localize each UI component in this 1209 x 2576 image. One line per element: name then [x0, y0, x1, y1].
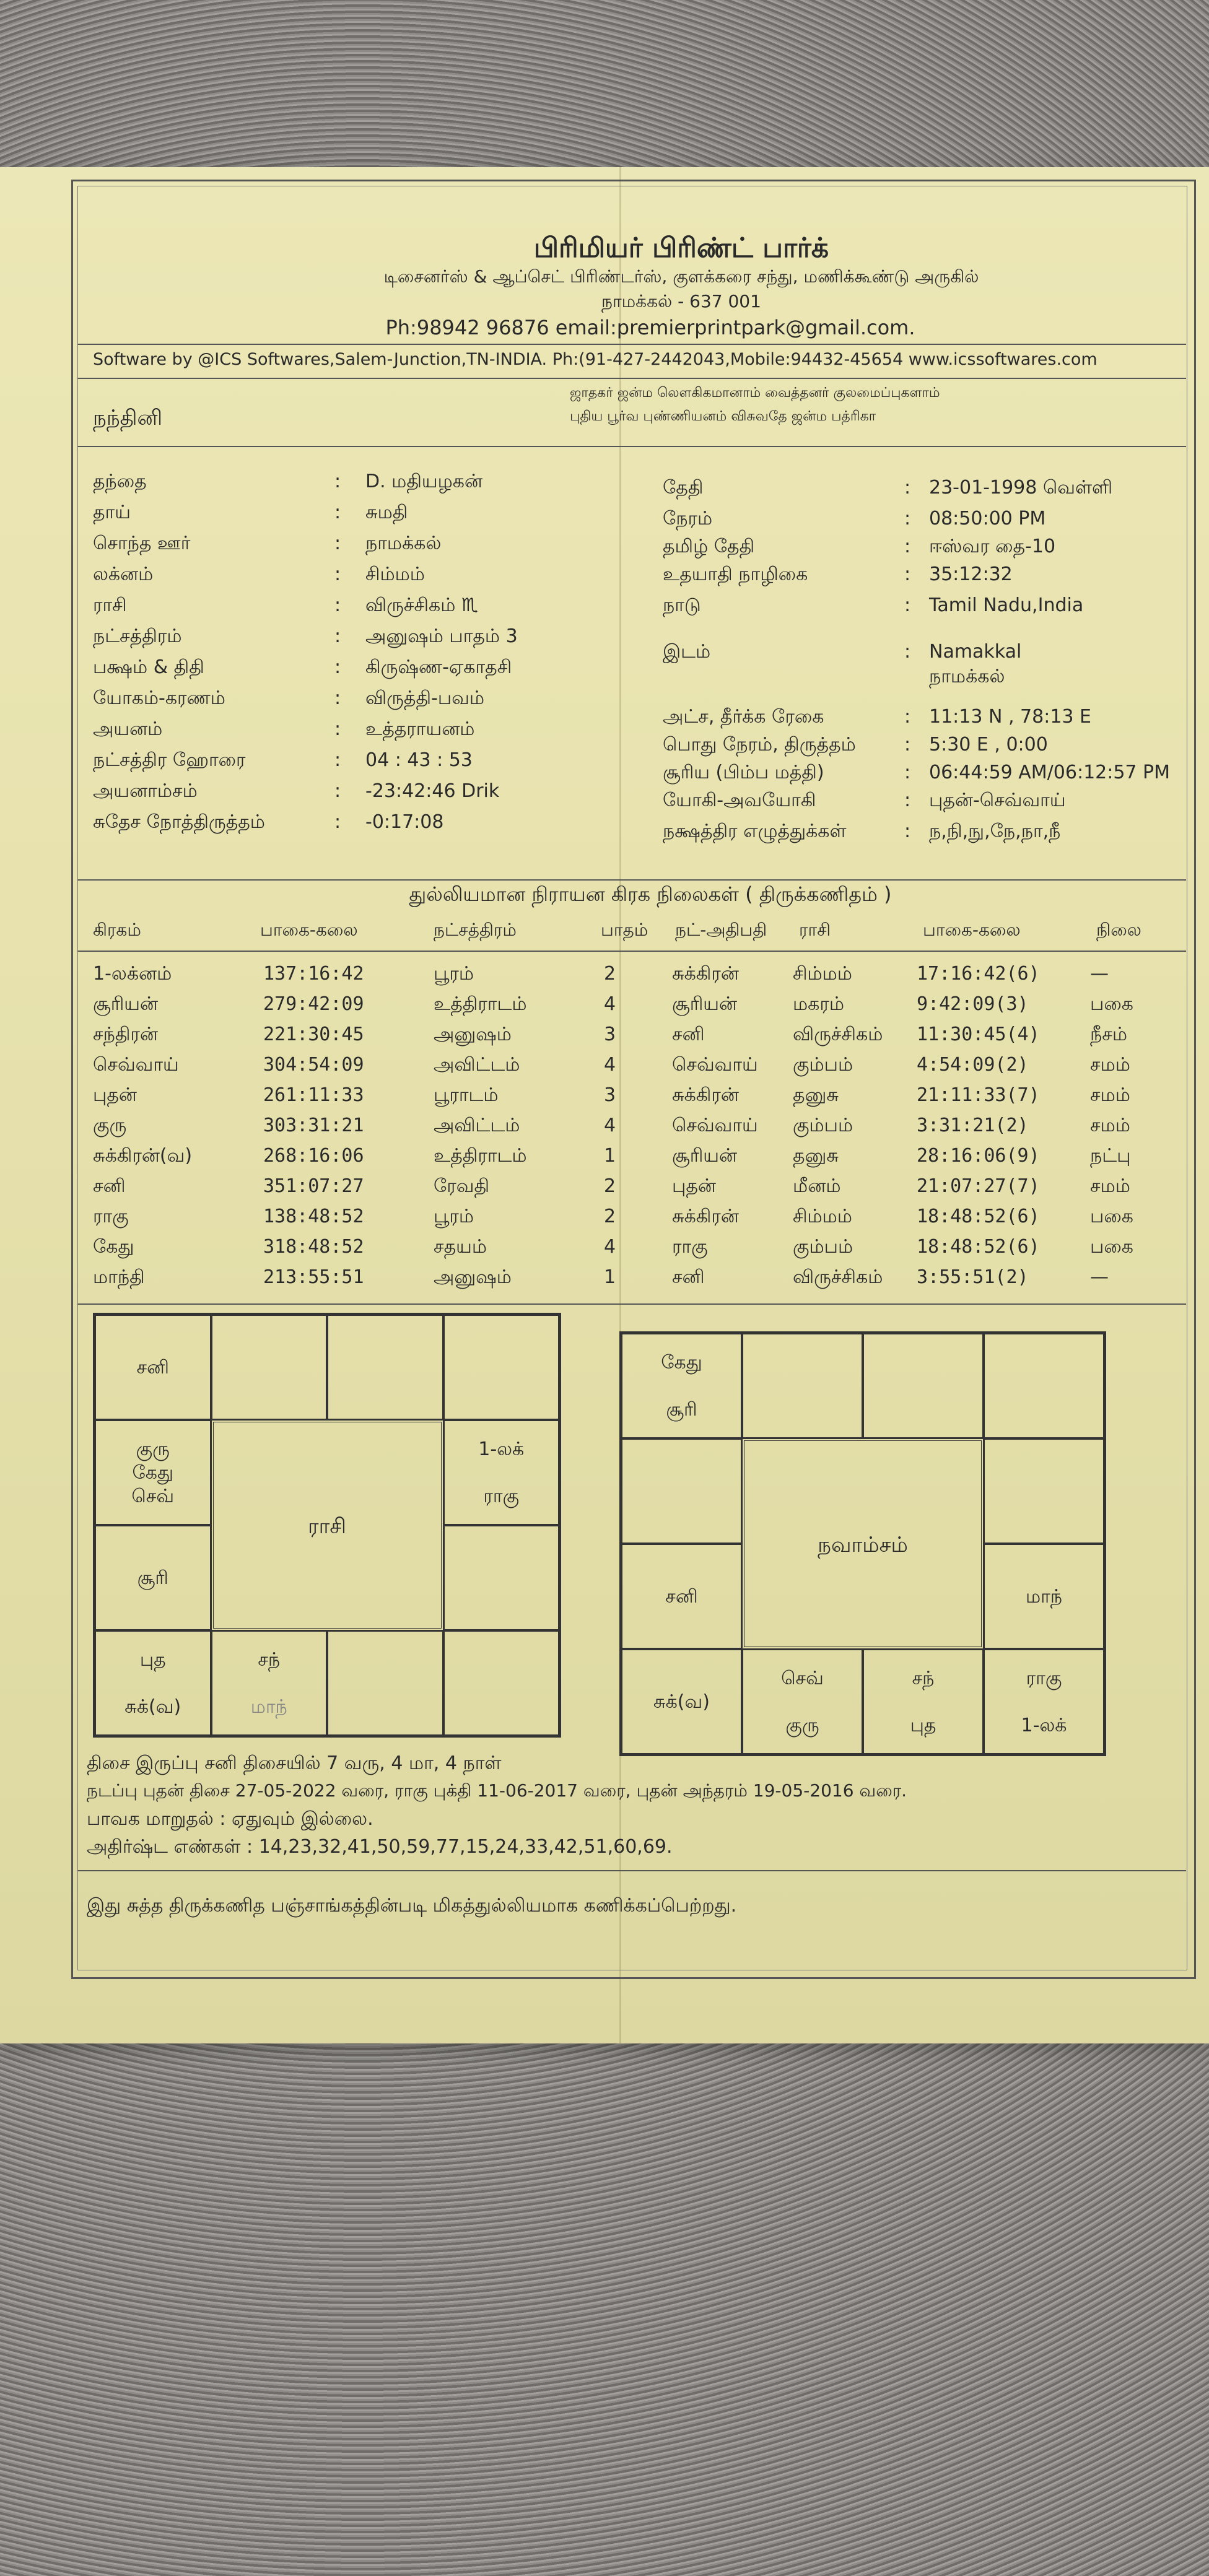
table-cell: 4	[604, 1236, 616, 1258]
software-divider	[77, 378, 1186, 379]
detail-label: நாடு	[663, 594, 701, 616]
chart-cell	[95, 1630, 211, 1736]
detail-label: நட்சத்திரம்	[93, 625, 182, 647]
detail-colon: :	[334, 718, 341, 740]
navamsa-chart	[619, 1331, 1106, 1756]
table-cell: சமம்	[1090, 1115, 1130, 1136]
table-cell: பகை	[1090, 1206, 1133, 1227]
detail-colon: :	[334, 625, 341, 647]
table-cell: பகை	[1090, 993, 1133, 1015]
column-header: கிரகம்	[93, 920, 141, 940]
table-cell: சூரியன்	[672, 993, 738, 1015]
table-cell: தனுசு	[793, 1084, 839, 1106]
column-header: நிலை	[1096, 920, 1141, 940]
detail-colon: :	[904, 564, 911, 585]
chart-cell-text: சூரி	[137, 1567, 168, 1589]
table-cell: சுக்கிரன்	[672, 1206, 739, 1227]
table-cell: விருச்சிகம்	[793, 1024, 883, 1045]
chart-cell	[742, 1333, 863, 1438]
chart-cell	[984, 1438, 1104, 1544]
table-cell: அவிட்டம்	[434, 1054, 520, 1076]
detail-label: நட்சத்திர ஹோரை	[93, 749, 246, 771]
shop-city: நாமக்கல் - 637 001	[601, 291, 761, 311]
table-cell: மகரம்	[793, 993, 844, 1015]
shop-name: பிரிமியர் பிரிண்ட் பார்க்	[533, 232, 829, 264]
column-header: ராசி	[799, 920, 831, 940]
chart-cell-text: ராகு	[483, 1486, 520, 1507]
column-header: நட்சத்திரம்	[434, 920, 517, 940]
table-cell: 351:07:27	[263, 1175, 364, 1197]
chart-cell	[863, 1333, 984, 1438]
table-cell: 303:31:21	[263, 1115, 364, 1136]
chart-cell	[621, 1438, 742, 1544]
table-cell: சூரியன்	[672, 1145, 738, 1167]
detail-label: யோகம்-கரணம்	[93, 687, 225, 709]
detail-value: -0:17:08	[365, 811, 444, 833]
table-header-rule	[77, 951, 1186, 952]
table-cell: சுக்கிரன்	[672, 963, 739, 985]
detail-label: தமிழ் தேதி	[663, 536, 755, 557]
detail-colon: :	[334, 687, 341, 709]
chart-cell	[621, 1333, 742, 1438]
chart-cell-text: குரு	[136, 1438, 170, 1460]
detail-label: உதயாதி நாழிகை	[663, 564, 808, 585]
detail-colon: :	[334, 564, 341, 585]
horoscope-sheet	[0, 167, 1209, 2043]
header-divider	[77, 344, 1186, 345]
detail-value: 5:30 E , 0:00	[929, 734, 1048, 755]
table-cell: பகை	[1090, 1236, 1133, 1258]
shop-contact: Ph:98942 96876 email:premierprintpark@gmail.com.	[385, 316, 915, 339]
table-cell: 3	[604, 1024, 616, 1045]
detail-label: லக்னம்	[93, 564, 154, 585]
detail-value: ஈஸ்வர தை-10	[929, 536, 1056, 557]
detail-label: நேரம்	[663, 508, 713, 529]
column-header: பாகை-கலை	[260, 920, 358, 940]
detail-colon: :	[334, 749, 341, 771]
table-cell: 4	[604, 1115, 616, 1136]
table-cell: பூரம்	[434, 1206, 474, 1227]
detail-colon: :	[334, 471, 341, 492]
detail-value: ந,நி,நு,நே,நா,நீ	[929, 820, 1061, 842]
chart-cell-text: செவ்	[131, 1486, 175, 1507]
detail-value: உத்தராயனம்	[365, 718, 475, 740]
detail-value: D. மதியழகன்	[365, 471, 483, 492]
name-divider	[77, 446, 1186, 447]
chart-cell	[95, 1315, 211, 1420]
table-cell: மாந்தி	[93, 1266, 145, 1288]
column-header: பாதம்	[601, 920, 648, 940]
detail-colon: :	[334, 594, 341, 616]
table-cell: கும்பம்	[793, 1115, 853, 1136]
table-cell: 18:48:52(6)	[917, 1206, 1040, 1227]
detail-label: தந்தை	[93, 471, 147, 492]
table-cell: அனுஷம்	[434, 1266, 512, 1288]
table-cell: 137:16:42	[263, 963, 364, 985]
detail-colon: :	[904, 734, 911, 755]
detail-colon: :	[334, 811, 341, 833]
planet-table-title: துல்லியமான நிராயன கிரக நிலைகள் ( திருக்கணிதம் )	[409, 882, 892, 906]
bhava-change: பாவக மாறுதல் : ஏதுவும் இல்லை.	[87, 1808, 373, 1830]
chart-center	[211, 1420, 443, 1630]
detail-label: ராசி	[93, 594, 127, 616]
detail-value: அனுஷம் பாதம் 3	[365, 625, 518, 647]
table-cell: அவிட்டம்	[434, 1115, 520, 1136]
chart-cell	[443, 1420, 560, 1525]
detail-label: சுதேச நோத்திருத்தம்	[93, 811, 265, 833]
chart-title: நவாம்சம்	[818, 1533, 908, 1557]
table-cell: 4	[604, 993, 616, 1015]
table-cell: 1-லக்னம்	[93, 963, 172, 985]
detail-label: இடம்	[663, 641, 711, 663]
table-cell: 3:55:51(2)	[917, 1266, 1029, 1288]
detail-colon: :	[904, 508, 911, 529]
table-cell: 4	[604, 1054, 616, 1076]
table-cell: 2	[604, 1206, 616, 1227]
table-cell: ராகு	[93, 1206, 129, 1227]
detail-value: சுமதி	[365, 502, 408, 523]
detail-value: 35:12:32	[929, 564, 1013, 585]
detail-value: -23:42:46 Drik	[365, 780, 500, 802]
table-cell: உத்திராடம்	[434, 1145, 527, 1167]
current-dasa: நடப்பு புதன் திசை 27-05-2022 வரை, ராகு புக்தி 11-06-2017 வரை, புதன் அந்தரம் 19-05-2016 வரை.	[87, 1780, 907, 1801]
accuracy-note: இது சுத்த திருக்கணித பஞ்சாங்கத்தின்படி மிகத்துல்லியமாக கணிக்கப்பெற்றது.	[87, 1895, 737, 1917]
detail-label: தேதி	[663, 477, 704, 498]
table-top-rule	[77, 879, 1186, 881]
table-cell: ரேவதி	[434, 1175, 490, 1197]
chart-cell-text: மாந்	[250, 1696, 287, 1718]
table-cell: 21:11:33(7)	[917, 1084, 1040, 1106]
table-cell: மீனம்	[793, 1175, 841, 1197]
table-cell: சனி	[672, 1024, 705, 1045]
detail-value: நாமக்கல்	[365, 533, 442, 554]
table-cell: நீசம்	[1090, 1024, 1127, 1045]
chart-cell-text: கேது	[132, 1462, 173, 1484]
chart-cell-text: சுக்(வ)	[124, 1696, 181, 1718]
detail-label: அயனம்	[93, 718, 163, 740]
table-cell: 21:07:27(7)	[917, 1175, 1040, 1197]
table-cell: சனி	[672, 1266, 705, 1288]
column-header: பாகை-கலை	[923, 920, 1021, 940]
table-cell: 279:42:09	[263, 993, 364, 1015]
chart-cell	[984, 1544, 1104, 1649]
table-cell: 138:48:52	[263, 1206, 364, 1227]
detail-value: 04 : 43 : 53	[365, 749, 473, 771]
table-cell: சிம்மம்	[793, 1206, 852, 1227]
detail-colon: :	[904, 594, 911, 616]
chart-cell-text: செவ்	[781, 1668, 824, 1689]
table-cell: 221:30:45	[263, 1024, 364, 1045]
table-cell: கும்பம்	[793, 1054, 853, 1076]
footer-divider	[77, 1870, 1186, 1871]
table-cell: 213:55:51	[263, 1266, 364, 1288]
table-cell: சுக்கிரன்(வ)	[93, 1145, 193, 1167]
chart-cell	[443, 1315, 560, 1420]
column-header: நட்-அதிபதி	[675, 920, 767, 940]
chart-cell-text: சனி	[136, 1357, 169, 1378]
quote-line-1: ஜாதகர் ஜன்ம லௌகிகமானாம் வைத்தனர் குலமைப்புகளாம்	[570, 385, 940, 401]
detail-label: நக்ஷத்திர எழுத்துக்கள்	[663, 820, 847, 842]
table-cell: 261:11:33	[263, 1084, 364, 1106]
table-cell: தனுசு	[793, 1145, 839, 1167]
table-cell: பூரம்	[434, 963, 474, 985]
table-cell: அனுஷம்	[434, 1024, 512, 1045]
table-cell: 2	[604, 1175, 616, 1197]
chart-cell	[211, 1630, 328, 1736]
table-cell: 1	[604, 1145, 616, 1167]
chart-cell-text: சூரி	[666, 1399, 697, 1421]
detail-label: பொது நேரம், திருத்தம்	[663, 734, 856, 755]
table-cell: விருச்சிகம்	[793, 1266, 883, 1288]
table-cell: 4:54:09(2)	[917, 1054, 1029, 1076]
chart-cell-text: மாந்	[1025, 1586, 1063, 1608]
detail-colon: :	[904, 706, 911, 728]
chart-cell	[621, 1649, 742, 1754]
table-cell: சமம்	[1090, 1054, 1130, 1076]
table-cell: நட்பு	[1090, 1145, 1131, 1167]
table-cell: புதன்	[93, 1084, 137, 1106]
table-cell: —	[1090, 1266, 1109, 1288]
chart-cell-text: 1-லக்	[1021, 1715, 1067, 1736]
table-cell: 18:48:52(6)	[917, 1236, 1040, 1258]
chart-cell-text: ராகு	[1026, 1668, 1062, 1689]
chart-cell-text: புத	[910, 1715, 936, 1736]
shop-address: டிசைனர்ஸ் & ஆப்செட் பிரிண்டர்ஸ், குளக்கரை சந்து, மணிக்கூண்டு அருகில்	[383, 266, 979, 287]
table-cell: 304:54:09	[263, 1054, 364, 1076]
person-name: நந்தினி	[93, 406, 163, 430]
detail-colon: :	[904, 536, 911, 557]
table-cell: சூரியன்	[93, 993, 159, 1015]
table-cell: செவ்வாய்	[672, 1115, 758, 1136]
table-cell: செவ்வாய்	[672, 1054, 758, 1076]
detail-label: அட்ச, தீர்க்க ரேகை	[663, 706, 824, 728]
chart-cell-text: கேது	[661, 1352, 702, 1373]
detail-value: 06:44:59 AM/06:12:57 PM	[929, 762, 1171, 783]
chart-cell	[984, 1333, 1104, 1438]
table-bottom-rule	[77, 1303, 1186, 1305]
chart-cell-text: சனி	[665, 1586, 698, 1608]
chart-cell	[742, 1649, 863, 1754]
detail-colon: :	[904, 477, 911, 498]
table-cell: சனி	[93, 1175, 126, 1197]
lucky-numbers: அதிர்ஷ்ட எண்கள் : 14,23,32,41,50,59,77,15,24,33,42,51,60,69.	[87, 1836, 673, 1858]
table-cell: உத்திராடம்	[434, 993, 527, 1015]
detail-value: Tamil Nadu,India	[929, 594, 1084, 616]
table-cell: சதயம்	[434, 1236, 487, 1258]
chart-title: ராசி	[308, 1514, 346, 1539]
table-cell: 3	[604, 1084, 616, 1106]
table-cell: சந்திரன்	[93, 1024, 159, 1045]
detail-value: சிம்மம்	[365, 564, 425, 585]
chart-center	[742, 1438, 984, 1649]
table-cell: 9:42:09(3)	[917, 993, 1029, 1015]
table-cell: 2	[604, 963, 616, 985]
chart-cell-text: 1-லக்	[478, 1438, 525, 1460]
detail-colon: :	[334, 656, 341, 678]
table-cell: கும்பம்	[793, 1236, 853, 1258]
chart-cell-text: சந்	[258, 1649, 281, 1671]
detail-value: 08:50:00 PM	[929, 508, 1046, 529]
table-cell: ராகு	[672, 1236, 708, 1258]
chart-cell	[443, 1525, 560, 1630]
table-cell: 318:48:52	[263, 1236, 364, 1258]
table-cell: செவ்வாய்	[93, 1054, 179, 1076]
table-cell: சமம்	[1090, 1175, 1130, 1197]
detail-label: சொந்த ஊர்	[93, 533, 191, 554]
detail-colon: :	[334, 502, 341, 523]
rasi-chart	[93, 1313, 561, 1738]
table-cell: 1	[604, 1266, 616, 1288]
table-cell: கேது	[93, 1236, 134, 1258]
chart-cell-text: குரு	[785, 1715, 819, 1736]
detail-colon: :	[904, 762, 911, 783]
detail-label: யோகி-அவயோகி	[663, 790, 816, 811]
dasa-balance: திசை இருப்பு சனி திசையில் 7 வரு, 4 மா, 4 நாள்	[87, 1752, 502, 1774]
chart-cell-text: சந்	[912, 1668, 935, 1689]
detail-value: 11:13 N , 78:13 E	[929, 706, 1091, 728]
detail-label: பக்ஷம் & திதி	[93, 656, 204, 678]
detail-colon: :	[334, 780, 341, 802]
detail-value: புதன்-செவ்வாய்	[929, 790, 1066, 811]
table-cell: 11:30:45(4)	[917, 1024, 1040, 1045]
detail-label: அயனாம்சம்	[93, 780, 198, 802]
chart-cell	[327, 1315, 443, 1420]
table-cell: புதன்	[672, 1175, 716, 1197]
detail-value: Namakkal	[929, 641, 1022, 663]
detail-value: கிருஷ்ண-ஏகாதசி	[365, 656, 512, 678]
quote-line-2: புதிய பூர்வ புண்ணியனம் விசுவதே ஜன்ம பத்ரிகா	[570, 409, 876, 424]
detail-value: நாமக்கல்	[929, 666, 1005, 687]
table-cell: 3:31:21(2)	[917, 1115, 1029, 1136]
chart-cell	[984, 1649, 1104, 1754]
detail-value: விருத்தி-பவம்	[365, 687, 485, 709]
chart-cell-text: சுக்(வ)	[653, 1691, 710, 1713]
detail-colon: :	[904, 641, 911, 663]
table-cell: சிம்மம்	[793, 963, 852, 985]
detail-colon: :	[334, 533, 341, 554]
table-cell: 28:16:06(9)	[917, 1145, 1040, 1167]
detail-label: தாய்	[93, 502, 131, 523]
table-cell: 268:16:06	[263, 1145, 364, 1167]
table-cell: 17:16:42(6)	[917, 963, 1040, 985]
detail-value: விருச்சிகம் ♏	[365, 594, 478, 616]
table-cell: குரு	[93, 1115, 127, 1136]
software-credit: Software by @ICS Softwares,Salem-Junction,TN-INDIA. Ph:(91-427-2442043,Mobile:94432-45654 www.icssoftwares.com	[93, 350, 1098, 369]
table-cell: சுக்கிரன்	[672, 1084, 739, 1106]
chart-cell	[95, 1420, 211, 1525]
detail-colon: :	[904, 790, 911, 811]
chart-cell	[863, 1649, 984, 1754]
table-cell: —	[1090, 963, 1109, 985]
chart-cell	[211, 1315, 328, 1420]
table-cell: பூராடம்	[434, 1084, 499, 1106]
chart-cell-text: புத	[139, 1649, 166, 1671]
detail-colon: :	[904, 820, 911, 842]
chart-cell	[621, 1544, 742, 1649]
chart-cell	[95, 1525, 211, 1630]
chart-cell	[327, 1630, 443, 1736]
detail-value: 23-01-1998 வெள்ளி	[929, 477, 1113, 498]
chart-cell	[443, 1630, 560, 1736]
table-cell: சமம்	[1090, 1084, 1130, 1106]
detail-label: சூரிய (பிம்ப மத்தி)	[663, 762, 824, 783]
